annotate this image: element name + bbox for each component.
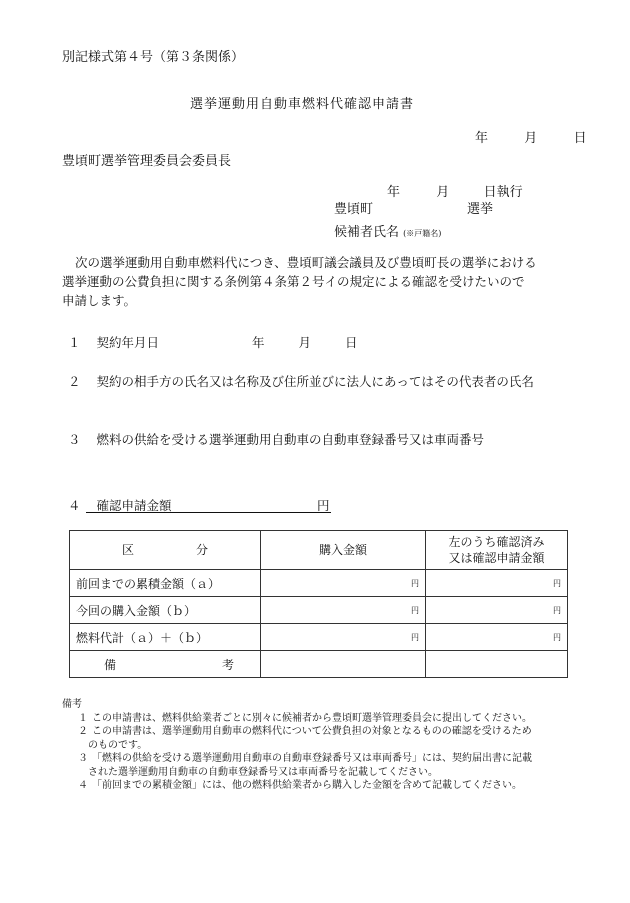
note-item	[62, 712, 577, 726]
table-header-row	[70, 531, 568, 570]
fuel-cost-table	[69, 530, 568, 678]
confirmed-yen-cell[interactable]: 円	[426, 597, 568, 624]
election-name: 選挙	[467, 202, 494, 217]
table-row	[70, 570, 568, 597]
election-month: 月	[436, 185, 450, 200]
header-confirmed-line-1: 左のうち確認済み	[448, 535, 545, 549]
note-continuation: された選挙運動用自動車の自動車登録番号又は車両番号を記載してください。	[88, 766, 438, 778]
item-4-number: ４	[68, 498, 81, 513]
item-2-number: ２	[68, 374, 81, 389]
confirmed-yen-cell[interactable]: 円	[426, 570, 568, 597]
item-4-label: 確認申請金額	[96, 498, 172, 513]
date-day: 日	[573, 131, 587, 146]
remarks-a: 備	[104, 657, 117, 672]
candidate-label: 候補者氏名	[334, 225, 400, 240]
item-1-date	[252, 333, 357, 351]
item-1-year: 年	[252, 335, 265, 350]
note-item	[62, 725, 577, 752]
item-3-label: 燃料の供給を受ける選挙運動用自動車の自動車登録番号又は車両番号	[96, 432, 484, 447]
note-item	[62, 779, 577, 793]
notes-section	[62, 698, 577, 793]
note-text: この申請書は、燃料供給業者ごとに別々に候補者から豊頃町選挙管理委員会に提出してください。	[92, 712, 532, 724]
note-number: ４	[78, 780, 88, 791]
body-line-1: 次の選挙運動用自動車燃料代につき、豊頃町議会議員及び豊頃町長の選挙における	[75, 255, 537, 270]
item-1	[68, 333, 159, 351]
confirmed-yen-cell[interactable]: 円	[426, 624, 568, 651]
item-3-number: ３	[68, 432, 81, 447]
note-continuation: のものです。	[88, 739, 148, 751]
remarks-b: 考	[221, 657, 234, 672]
addressee: 豊頃町選挙管理委員会委員長	[62, 154, 232, 169]
note-number: １	[78, 712, 88, 724]
remarks-cell-2[interactable]	[426, 651, 568, 678]
note-text: 「燃料の供給を受ける選挙運動用自動車の自動車登録番号又は車両番号」には、契約届出書に記載	[92, 753, 532, 764]
candidate-name	[334, 221, 441, 240]
header-category-b: 分	[195, 543, 208, 557]
page-title: 選挙運動用自動車燃料代確認申請書	[190, 97, 415, 112]
row-label: 燃料代計（ａ）＋（ｂ）	[70, 624, 261, 651]
table-row	[70, 597, 568, 624]
row-label: 前回までの累積金額（ａ）	[70, 570, 261, 597]
candidate-note: (※戸籍名)	[403, 229, 442, 238]
item-2-label: 契約の相手方の氏名又は名称及び住所並びに法人にあってはその代表者の氏名	[96, 374, 534, 389]
election-day: 日執行	[483, 185, 523, 200]
item-3	[68, 430, 484, 448]
header-category-a: 区	[122, 543, 135, 557]
header-purchase-amount: 購入金額	[261, 531, 426, 570]
purchase-yen-cell[interactable]: 円	[261, 597, 426, 624]
election-date	[387, 181, 523, 200]
row-label: 今回の購入金額（ｂ）	[70, 597, 261, 624]
remarks-row	[70, 651, 568, 678]
table-row	[70, 624, 568, 651]
item-1-month: 月	[298, 335, 311, 350]
notes-heading: 備考	[62, 699, 82, 710]
amount-underline	[86, 512, 331, 513]
body-line-2: 選挙運動の公費負担に関する条例第４条第２号イの規定による確認を受けたいので	[62, 274, 525, 289]
item-4-unit: 円	[317, 498, 330, 513]
purchase-yen-cell[interactable]: 円	[261, 624, 426, 651]
header-confirmed-line-2: 又は確認申請金額	[448, 551, 545, 565]
note-text: 「前回までの累積金額」には、他の燃料供給業者から購入した金額を含めて記載してください。	[92, 780, 522, 791]
item-1-day: 日	[344, 335, 358, 350]
date-year: 年	[475, 131, 489, 146]
header-category	[70, 531, 261, 570]
town-name: 豊頃町	[334, 202, 374, 217]
note-number: ２	[78, 726, 88, 737]
header-confirmed-amount	[426, 531, 568, 570]
date-month: 月	[524, 131, 538, 146]
note-item	[62, 752, 577, 779]
item-2	[68, 372, 534, 390]
remarks-label	[70, 651, 261, 678]
election-year: 年	[387, 185, 401, 200]
body-line-3: 申請します。	[62, 293, 137, 308]
purchase-yen-cell[interactable]: 円	[261, 570, 426, 597]
item-1-number: １	[68, 335, 81, 350]
form-label: 別記様式第４号（第３条関係）	[62, 50, 245, 65]
remarks-cell[interactable]	[261, 651, 426, 678]
note-number: ３	[78, 753, 88, 764]
item-1-label: 契約年月日	[96, 335, 159, 350]
date-line	[475, 127, 587, 146]
note-text: この申請書は、選挙運動用自動車の燃料代について公費負担の対象となるものの確認を受けるため	[92, 726, 532, 737]
